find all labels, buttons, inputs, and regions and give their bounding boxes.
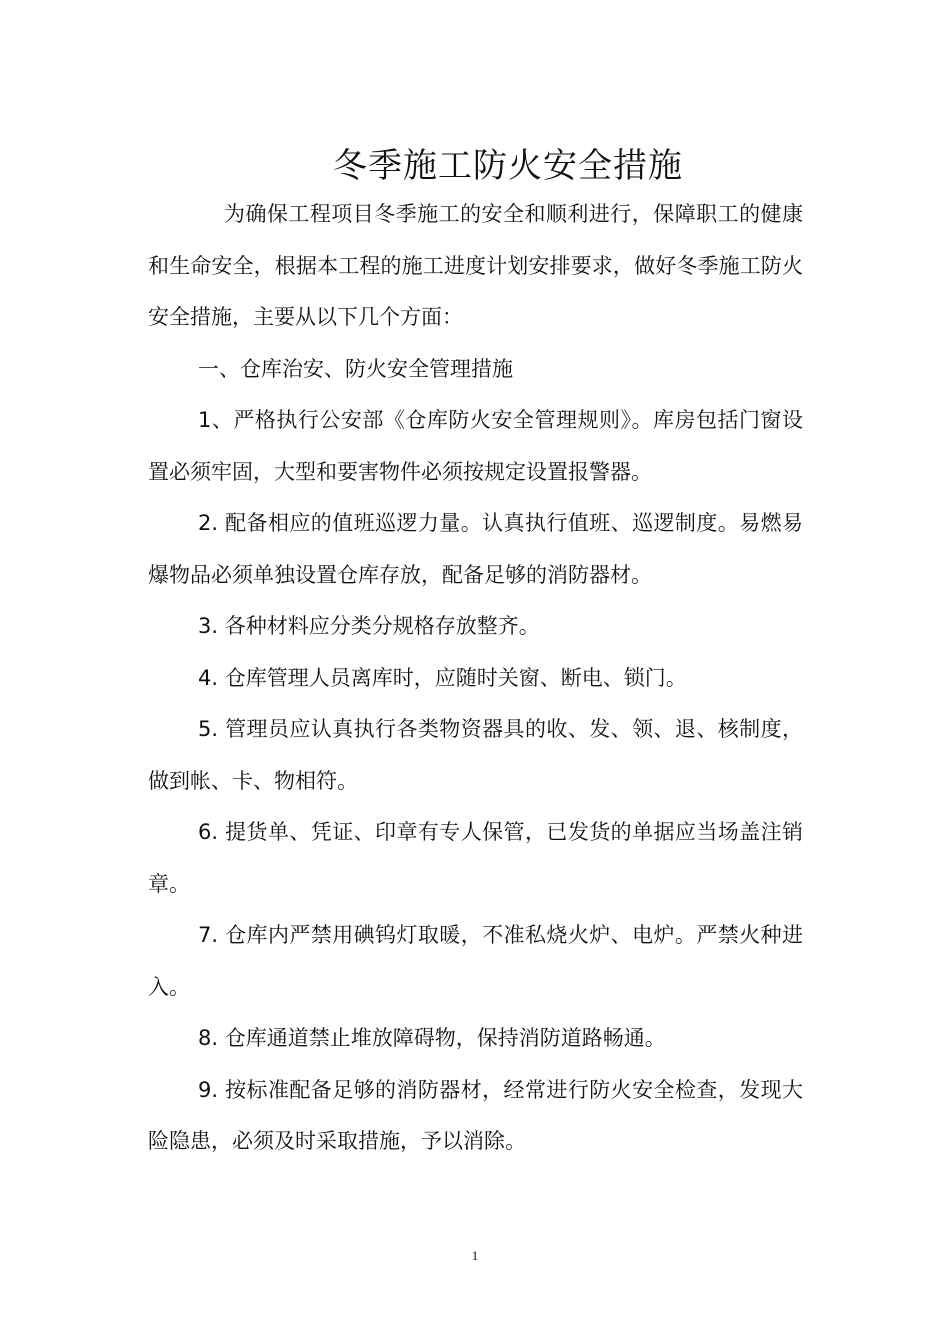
page-number: 1 (471, 1248, 479, 1263)
measure-item-6: 6. 提货单、凭证、印章有专人保管，已发货的单据应当场盖注销章。 (148, 820, 803, 896)
measure-item-3: 3. 各种材料应分类分规格存放整齐。 (198, 614, 540, 638)
measure-item-2: 2. 配备相应的值班巡逻力量。认真执行值班、巡逻制度。易燃易爆物品必须单独设置仓库存放，配备足够的消防器材。 (148, 511, 803, 587)
measure-item-5: 5. 管理员应认真执行各类物资器具的收、发、领、退、核制度，做到帐、卡、物相符。 (148, 717, 803, 793)
measure-item-9: 9. 按标准配备足够的消防器材，经常进行防火安全检查，发现大险隐患，必须及时采取措施，予以消除。 (148, 1077, 803, 1153)
intro-paragraph: 为确保工程项目冬季施工的安全和顺利进行，保障职工的健康和生命安全，根据本工程的施工进度计划安排要求，做好冬季施工防火安全措施，主要从以下几个方面： (148, 202, 803, 329)
measure-item-7: 7. 仓库内严禁用碘钨灯取暖，不准私烧火炉、电炉。严禁火种进入。 (148, 923, 803, 999)
document-title: 冬季施工防火安全措施 (333, 145, 683, 186)
measure-item-8: 8. 仓库通道禁止堆放障碍物，保持消防道路畅通。 (198, 1026, 666, 1050)
section-heading: 一、仓库治安、防火安全管理措施 (198, 356, 513, 381)
document-body (148, 189, 803, 1168)
measure-item-4: 4. 仓库管理人员离库时，应随时关窗、断电、锁门。 (198, 665, 687, 690)
measure-item-1: 1、严格执行公安部《仓库防火安全管理规则》。库房包括门窗设置必须牢固，大型和要害物件必须按规定设置报警器。 (148, 408, 803, 484)
